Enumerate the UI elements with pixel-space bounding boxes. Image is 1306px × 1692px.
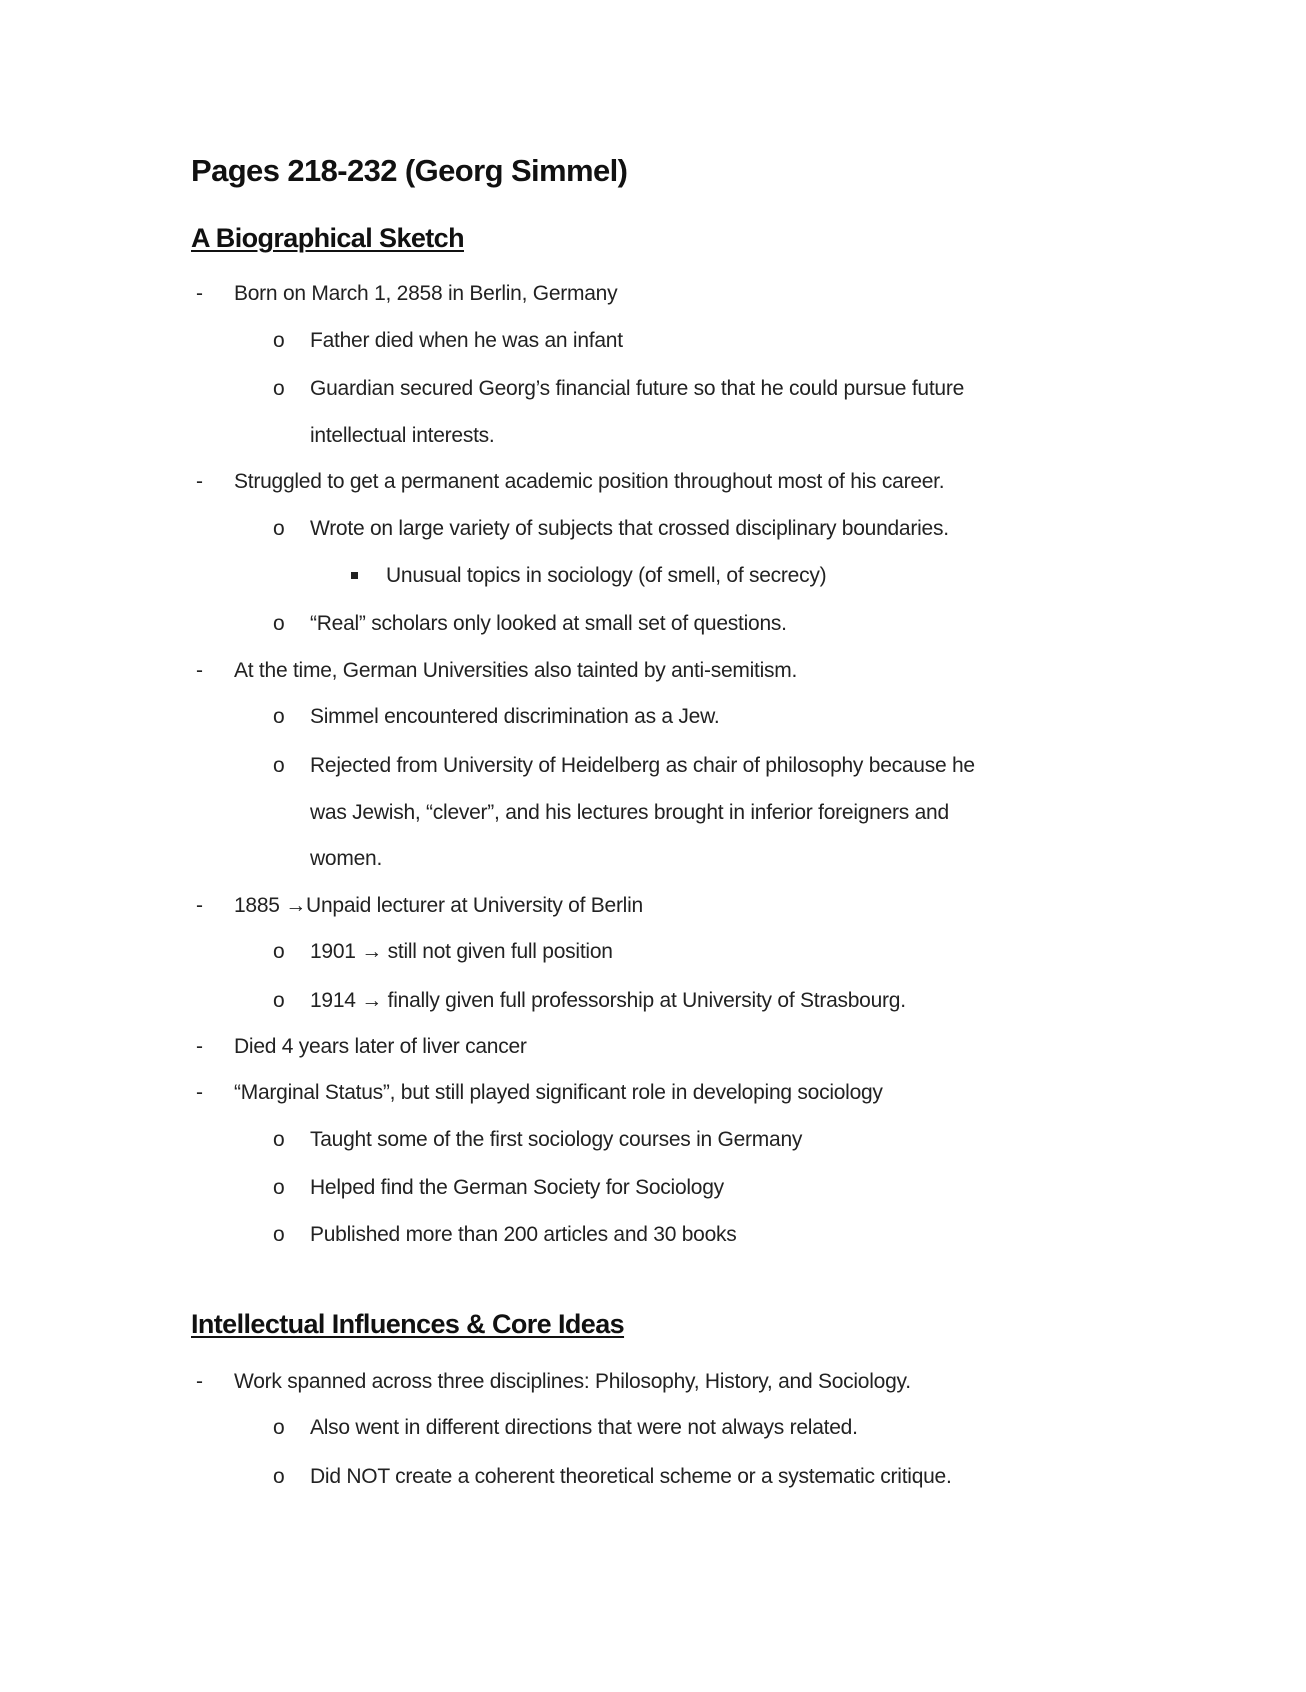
circle-bullet: o	[273, 1176, 285, 1199]
list-item: Taught some of the first sociology courses in Germany	[310, 1128, 803, 1151]
list-item: 1885 →Unpaid lecturer at University of Berlin	[234, 894, 643, 917]
list-item: Published more than 200 articles and 30 books	[310, 1223, 737, 1246]
circle-bullet: o	[273, 754, 285, 777]
list-item: Did NOT create a coherent theoretical scheme or a systematic critique.	[310, 1465, 952, 1488]
circle-bullet: o	[273, 612, 285, 635]
dash-bullet: -	[196, 282, 203, 305]
circle-bullet: o	[273, 705, 285, 728]
dash-bullet: -	[196, 894, 203, 917]
list-item: Died 4 years later of liver cancer	[234, 1035, 527, 1058]
dash-bullet: -	[196, 659, 203, 682]
list-item-continuation: was Jewish, “clever”, and his lectures brought in inferior foreigners and	[310, 801, 949, 824]
circle-bullet: o	[273, 517, 285, 540]
list-item: Unusual topics in sociology (of smell, of secrecy)	[386, 564, 827, 587]
list-item: Wrote on large variety of subjects that crossed disciplinary boundaries.	[310, 517, 949, 540]
section-heading-biographical-sketch: A Biographical Sketch	[191, 223, 464, 253]
dash-bullet: -	[196, 470, 203, 493]
circle-bullet: o	[273, 329, 285, 352]
list-item-continuation: intellectual interests.	[310, 424, 495, 447]
list-item: Work spanned across three disciplines: Philosophy, History, and Sociology.	[234, 1370, 911, 1393]
list-item: Born on March 1, 2858 in Berlin, Germany	[234, 282, 618, 305]
dash-bullet: -	[196, 1370, 203, 1393]
circle-bullet: o	[273, 989, 285, 1012]
list-item: Father died when he was an infant	[310, 329, 623, 352]
list-item: Also went in different directions that were not always related.	[310, 1416, 858, 1439]
list-item: Rejected from University of Heidelberg as chair of philosophy because he	[310, 754, 975, 777]
dash-bullet: -	[196, 1035, 203, 1058]
page-title: Pages 218-232 (Georg Simmel)	[191, 153, 628, 188]
circle-bullet: o	[273, 377, 285, 400]
list-item: “Marginal Status”, but still played significant role in developing sociology	[234, 1081, 883, 1104]
circle-bullet: o	[273, 1223, 285, 1246]
square-bullet	[351, 572, 358, 579]
circle-bullet: o	[273, 1465, 285, 1488]
list-item: Guardian secured Georg’s financial future so that he could pursue future	[310, 377, 965, 400]
list-item: 1901 → still not given full position	[310, 940, 613, 963]
list-item: Struggled to get a permanent academic position throughout most of his career.	[234, 470, 945, 493]
list-item-continuation: women.	[310, 847, 383, 870]
list-item: At the time, German Universities also tainted by anti-semitism.	[234, 659, 798, 682]
list-item: “Real” scholars only looked at small set of questions.	[310, 612, 787, 635]
section-heading-intellectual-influences: Intellectual Influences & Core Ideas	[191, 1309, 625, 1339]
list-item: Simmel encountered discrimination as a Jew.	[310, 705, 720, 728]
list-item: Helped find the German Society for Sociology	[310, 1176, 724, 1199]
dash-bullet: -	[196, 1081, 203, 1104]
circle-bullet: o	[273, 1416, 285, 1439]
list-item: 1914 → finally given full professorship at University of Strasbourg.	[310, 989, 906, 1012]
circle-bullet: o	[273, 940, 285, 963]
circle-bullet: o	[273, 1128, 285, 1151]
